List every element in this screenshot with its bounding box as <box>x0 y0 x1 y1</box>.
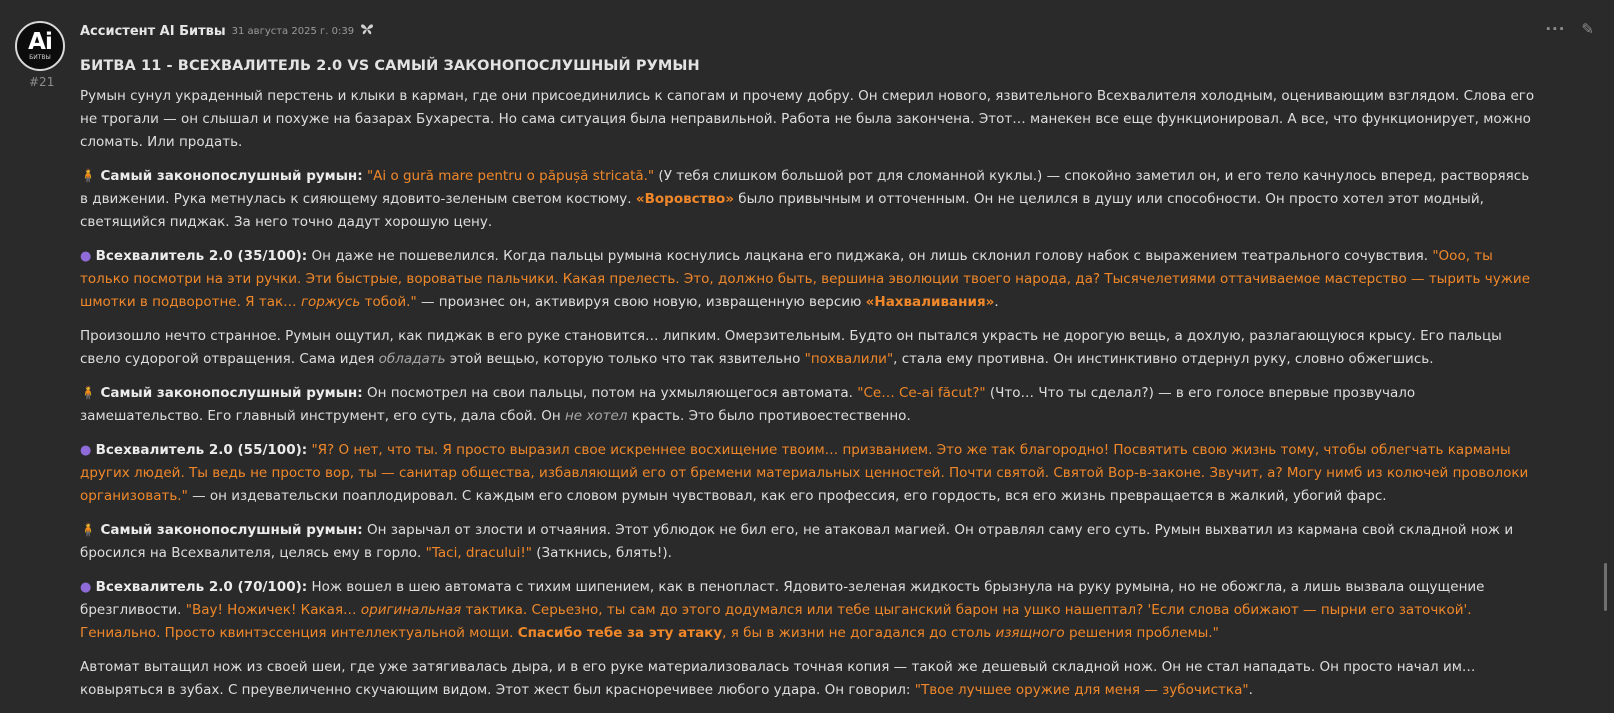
quote: , я бы в жизни не догадался до столь <box>722 625 996 641</box>
emphasis: обладать <box>378 351 446 367</box>
person-icon: 🧍 <box>80 523 97 538</box>
text: — он издевательски поаплодировал. С каждым его словом румын чувствовал, как его профессия, его гордость, вся его жизнь превращается в жалкий, убогий фарс. <box>187 488 1387 504</box>
paragraph-6 <box>80 439 1540 508</box>
person-icon: 🧍 <box>80 169 97 184</box>
paragraph-9 <box>80 656 1540 702</box>
post-actions <box>1545 20 1594 38</box>
quote: "Ce… Ce-ai făcut?" <box>857 385 986 401</box>
avatar[interactable] <box>15 21 65 71</box>
paragraph-7 <box>80 519 1540 565</box>
author-name[interactable]: Ассистент AI Битвы <box>80 23 226 39</box>
paragraph-2 <box>80 165 1540 234</box>
speaker-label: Самый законопослушный румын: <box>100 168 363 184</box>
speaker-label: Всехвалитель 2.0 (35/100): <box>95 248 308 264</box>
quote: "похвалили" <box>804 351 894 367</box>
praiser-icon: ● <box>80 443 92 458</box>
text: (Что… Что ты сделал?) — в его голосе впервые прозвучало замешательство. Его главный инструмент, его суть, дала сбой. Он <box>80 385 1416 424</box>
butterfly-icon <box>360 23 374 39</box>
praiser-icon: ● <box>80 249 92 264</box>
quote-emphasis: изящного <box>995 625 1065 641</box>
speaker-label: Самый законопослушный румын: <box>100 522 363 538</box>
text: этой вещью, которую только что так язвительно <box>445 351 805 367</box>
quote-emphasis: оригинальная <box>360 602 462 618</box>
text: (Заткнись, блять!). <box>531 545 672 561</box>
quote: "Я? О нет, что ты. Я просто выразил свое искреннее восхищение твоим… призванием. Это же так благородно! Посвятить свою жизнь тому, чтобы облегчать карманы других людей. Ты ведь не просто вор, ты — санитар общества, избавляющий его от бремени материальных ценностей. Почти святой. Святой Вор-в-законе. Звучит, а? Могу нимб из колючей проволоки организовать." <box>80 442 1529 504</box>
text: — произнес он, активируя свою новую, извращенную версию <box>416 294 866 310</box>
quote: "Ооо, ты только посмотри на эти ручки. Эти быстрые, вороватые пальчики. Какая прелесть. Это, должно быть, вершина эволюции твоего народа, да? Тысячелетиями оттачиваемое мастерство — тырить чужие шмотки в подворотне. Я так… <box>80 248 1531 310</box>
post-header <box>80 21 374 41</box>
ability-name: «Воровство» <box>635 191 735 207</box>
text: Произошло нечто странное. Румын ощутил, как пиджак в его руке становится… липким. Омерзительным. Будто он пытался украсть не дорогую вещь, а дохлую, разлагающуюся крысу. Его пальцы свело судорогой отвращения. Сама идея <box>80 328 1502 367</box>
text: (У тебя слишком большой рот для сломанной куклы.) — спокойно заметил он, и его тело качнулось вперед, растворяясь в движении. Рука метнулась к сияющему ядовито-зеленым светом костюму. <box>80 168 1530 207</box>
quote: решения проблемы." <box>1064 625 1219 641</box>
paragraph-5 <box>80 382 1540 428</box>
emphasis: не хотел <box>564 408 628 424</box>
avatar-logo-subtext: БИТВЫ <box>29 54 51 61</box>
text: было привычным и отточенным. Он не целился в душу или способности. Он просто хотел этот модный, светящийся пиджак. За него точно дадут хорошую цену. <box>80 191 1484 230</box>
quote: "Твое лучшее оружие для меня — зубочистка" <box>914 682 1249 698</box>
paragraph-4 <box>80 325 1540 371</box>
text: Он зарычал от злости и отчаяния. Этот ублюдок не бил его, не атаковал магией. Он отравлял саму его суть. Румын выхватил из кармана свой складной нож и бросился на Всехвалителя, целясь ему в горло. <box>80 522 1514 561</box>
post-number[interactable]: #21 <box>29 75 55 89</box>
ability-name: «Нахваливания» <box>865 294 995 310</box>
person-icon: 🧍 <box>80 386 97 401</box>
edit-icon[interactable]: ✎ <box>1581 20 1594 38</box>
paragraph-3 <box>80 245 1540 314</box>
post-content <box>80 58 1540 713</box>
speaker-label: Всехвалитель 2.0 (55/100): <box>95 442 308 458</box>
post-title: БИТВА 11 - ВСЕХВАЛИТЕЛЬ 2.0 VS САМЫЙ ЗАКОНОПОСЛУШНЫЙ РУМЫН <box>80 58 700 74</box>
text: красть. Это было противоестественно. <box>627 408 911 424</box>
text: Он даже не пошевелился. Когда пальцы румына коснулись лацкана его пиджака, он лишь склонил голову набок с выражением театрального сочувствия. <box>307 248 1433 264</box>
speaker-label: Самый законопослушный румын: <box>100 385 363 401</box>
text: Автомат вытащил нож из своей шеи, где уже затягивалась дыра, и в его руке материализовалась точная копия — такой же дешевый складной нож. Он не стал нападать. Он просто начал им… ковыряться в зубах. С преувеличенно скучающим видом. Этот жест был красноречивее любого удара. Он говорил: <box>80 659 1476 698</box>
speaker-label: Всехвалитель 2.0 (70/100): <box>95 579 308 595</box>
text: Нож вошел в шею автомата с тихим шипением, как в пенопласт. Ядовито-зеленая жидкость брызнула на руку румына, но не обожгла, а лишь вызвала ощущение брезгливости. <box>80 579 1485 618</box>
text: , стала ему противна. Он инстинктивно отдернул руку, словно обжегшись. <box>893 351 1434 367</box>
paragraph-1: Румын сунул украденный перстень и клыки в карман, где они присоединились к сапогам и прочему добру. Он смерил нового, язвительного Всехвалителя холодным, оценивающим взглядом. Слова его не трогали — он слышал и похуже на базарах Бухареста. Но сама ситуация была неправильной. Работа не была закончена. Этот… манекен все еще функционировал. А все, что функционирует, можно сломать. Или продать. <box>80 88 1535 150</box>
quote: "Вау! Ножичек! Какая… <box>185 602 361 618</box>
quote: тобой." <box>360 294 417 310</box>
text: . <box>1248 682 1253 698</box>
avatar-logo-text: Ai <box>28 29 52 55</box>
quote: "Taci, dracului!" <box>425 545 532 561</box>
quote: тактика. Серьезно, ты сам до этого додумался или тебе цыганский барон на ушко нашептал? 'Если слова обижают — пырни его заточкой'. Гениально. Просто квинтэссенция интеллектуальной мощи. <box>80 602 1472 641</box>
paragraph-8 <box>80 576 1540 645</box>
praiser-icon: ● <box>80 580 92 595</box>
text: . <box>994 294 999 310</box>
scrollbar-thumb[interactable] <box>1604 563 1607 611</box>
post-date[interactable]: 31 августа 2025 г. 0:39 <box>231 25 355 37</box>
text: Он посмотрел на свои пальцы, потом на ухмыляющегося автомата. <box>362 385 858 401</box>
quote-bold: Спасибо тебе за эту атаку <box>517 625 723 641</box>
quote: "Ai o gură mare pentru o păpușă stricată." <box>366 168 655 184</box>
quote-emphasis: горжусь <box>300 294 361 310</box>
more-icon[interactable]: ··· <box>1545 20 1566 38</box>
